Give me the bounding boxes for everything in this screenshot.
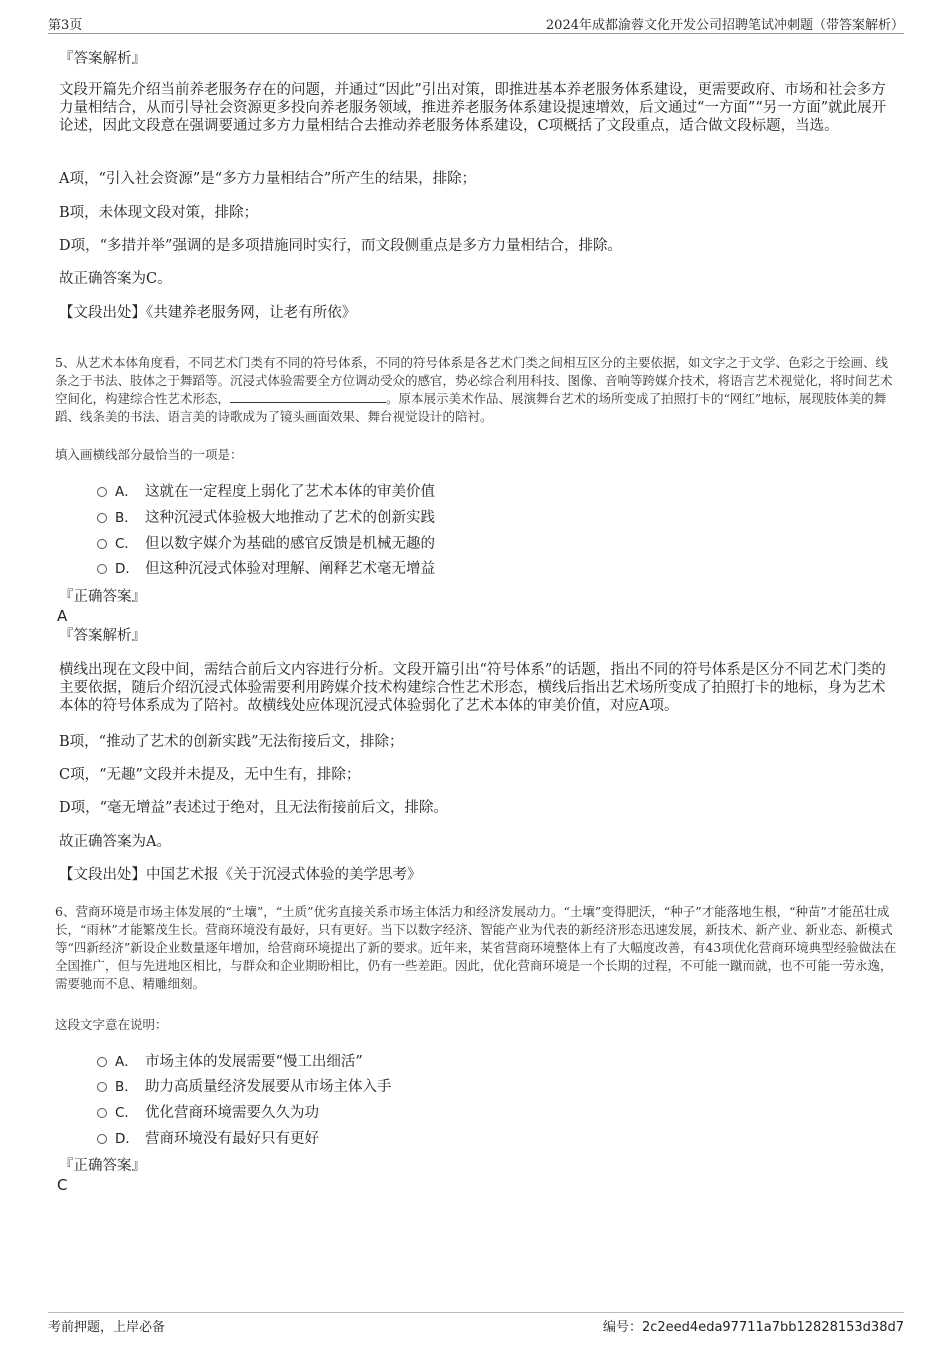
radio-icon[interactable]: [97, 1057, 107, 1067]
document-code: 编号：2c2eed4eda97711a7bb12828153d38d7: [602, 1320, 904, 1335]
radio-icon[interactable]: [97, 487, 107, 497]
option-b[interactable]: B． 这种沉浸式体验极大地推动了艺术的创新实践: [97, 509, 435, 527]
option-a[interactable]: A． 这就在一定程度上弱化了艺术本体的审美价值: [97, 483, 435, 501]
analysis-option-d: D项，“多措并举”强调的是多项措施同时实行，而文段侧重点是多方力量相结合，排除。: [59, 238, 622, 254]
page-footer: [48, 1312, 904, 1335]
analysis-conclusion: 故正确答案为A。: [59, 834, 171, 850]
page-number: 第3页: [48, 18, 83, 33]
correct-answer: A: [57, 607, 68, 625]
analysis-option-b: B项，“推动了艺术的创新实践”无法衔接后文，排除；: [59, 734, 404, 750]
page-header: [48, 12, 904, 34]
radio-icon[interactable]: [97, 1108, 107, 1118]
analysis-option-a: A项，“引入社会资源”是“多方力量相结合”所产生的结果，排除；: [59, 171, 477, 187]
radio-icon[interactable]: [97, 539, 107, 549]
document-title: 2024年成都渝蓉文化开发公司招聘笔试冲刺题（带答案解析）: [545, 18, 904, 33]
analysis-conclusion: 故正确答案为C。: [59, 271, 172, 287]
analysis-option-b: B项，未体现文段对策，排除；: [59, 205, 259, 221]
footer-slogan: 考前押题，上岸必备: [48, 1320, 166, 1335]
correct-answer: C: [57, 1176, 68, 1194]
question-6-prompt: 这段文字意在说明：: [55, 1017, 168, 1032]
analysis-option-d: D项，“毫无增益”表述过于绝对，且无法衔接前后文，排除。: [59, 800, 448, 816]
option-c[interactable]: C． 优化营商环境需要久久为功: [97, 1104, 319, 1122]
correct-answer-label: 『正确答案』: [59, 1158, 146, 1174]
radio-icon[interactable]: [97, 1082, 107, 1092]
analysis-option-c: C项，“无趣”文段并未提及，无中生有，排除；: [59, 767, 361, 783]
option-d[interactable]: D． 营商环境没有最好只有更好: [97, 1130, 319, 1148]
analysis-paragraph: 横线出现在文段中间，需结合前后文内容进行分析。文段开篇引出“符号体系”的话题，指出不同的符号体系是区分不同艺术门类的主要依据，随后介绍沉浸式体验需要利用跨媒介技术构建综合性艺术形态，横线后指出艺术场所变成了拍照打卡的地标，身为艺术本体的符号体系成为了陪衬。故横线处应体现沉浸式体验弱化了艺术本体的审美价值，对应A项。: [59, 662, 886, 714]
radio-icon[interactable]: [97, 1134, 107, 1144]
radio-icon[interactable]: [97, 564, 107, 574]
correct-answer-label: 『正确答案』: [59, 589, 146, 605]
option-c[interactable]: C． 但以数字媒介为基础的感官反馈是机械无趣的: [97, 535, 435, 553]
radio-icon[interactable]: [97, 513, 107, 523]
analysis-paragraph: 文段开篇先介绍当前养老服务存在的问题，并通过“因此”引出对策，即推进基本养老服务体系建设，更需要政府、市场和社会多方力量相结合，从而引导社会资源更多投向养老服务领域，推进养老服务体系建设提速增效，后文通过“一方面”“另一方面”就此展开论述，因此文段意在强调要通过多方力量相结合去推动养老服务体系建设，C项概括了文段重点，适合做文段标题，当选。: [59, 82, 887, 134]
option-a[interactable]: A． 市场主体的发展需要“慢工出细活”: [97, 1053, 363, 1071]
option-d[interactable]: D． 但这种沉浸式体验对理解、阐释艺术毫无增益: [97, 560, 435, 578]
option-b[interactable]: B． 助力高质量经济发展要从市场主体入手: [97, 1078, 392, 1096]
question-5-prompt: 填入画横线部分最恰当的一项是：: [55, 447, 243, 462]
analysis-label: 『答案解析』: [59, 628, 146, 644]
analysis-label: 『答案解析』: [59, 51, 146, 67]
fill-blank: [230, 391, 386, 403]
analysis-source: 【文段出处】中国艺术报《关于沉浸式体验的美学思考》: [59, 867, 422, 883]
question-6-stem: 6、营商环境是市场主体发展的“土壤”，“土质”优劣直接关系市场主体活力和经济发展动力。“土壤”变得肥沃，“种子”才能落地生根，“种苗”才能茁壮成长，“雨林”才能繁茂生长。营商环境没有最好，只有更好。当下以数字经济、智能产业为代表的新经济形态迅速发展，新技术、新产业、新业态、新模式等“四新经济”新设企业数量逐年增加，给营商环境提出了新的要求。近年来，某省营商环境整体上有了大幅度改善，有43项优化营商环境典型经验做法在全国推广，但与先进地区相比，与群众和企业期盼相比，仍有一些差距。因此，优化营商环境是一个长期的过程，不可能一蹴而就，也不可能一劳永逸，需要驰而不息、精雕细刻。: [55, 904, 897, 991]
question-5-stem: 5、从艺术本体角度看，不同艺术门类有不同的符号体系，不同的符号体系是各艺术门类之间相互区分的主要依据，如文字之于文学、色彩之于绘画、线条之于书法、肢体之于舞蹈等。沉浸式体验需要全方位调动受众的感官，势必综合利用科技、图像、音响等跨媒介技术，将语言艺术视觉化，将时间艺术空间化，构建综合性艺术形态， 。原本展示美术作品、展演舞台艺术的场所变成了拍照打卡的“网红”地标，展现肢体美的舞蹈、线条美的书法、语言美的诗歌成为了镜头画面效果、舞台视觉设计的陪衬。: [55, 355, 893, 424]
analysis-source: 【文段出处】《共建养老服务网，让老有所依》: [59, 305, 357, 321]
